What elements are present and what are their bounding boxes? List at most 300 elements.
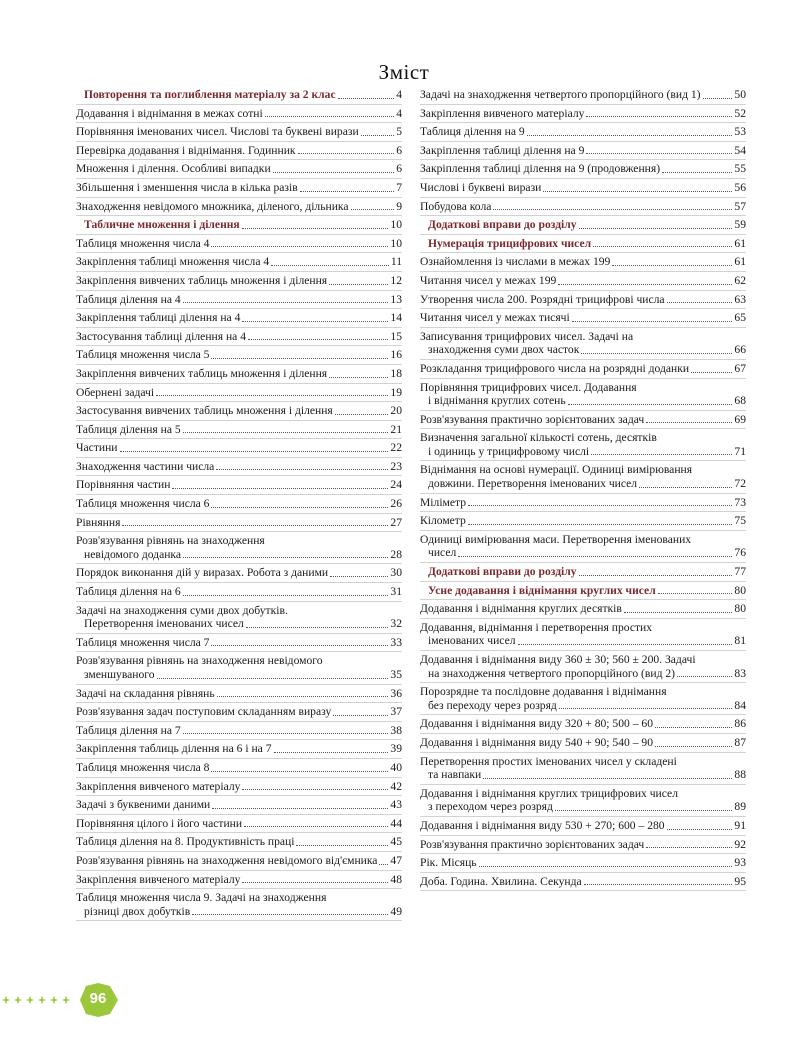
- toc-entry[interactable]: [76, 871, 402, 890]
- star-icon: [38, 996, 46, 1004]
- toc-page-number: 66: [734, 343, 746, 357]
- toc-entry[interactable]: [420, 429, 746, 461]
- dot-leader: [586, 116, 732, 117]
- toc-entry[interactable]: [76, 179, 402, 198]
- toc-entry-text: Закріплення вивченого матеріалу: [76, 872, 241, 886]
- dot-leader: [183, 302, 389, 303]
- toc-page-number: 14: [390, 311, 402, 325]
- toc-entry-text: Рівняння: [76, 515, 121, 529]
- toc-entry-text: Порозрядне та послідовне додавання і віднімання: [420, 685, 667, 699]
- star-icon: [14, 996, 22, 1004]
- toc-entry-text: Закріплення таблиці ділення на 9 (продовження): [420, 162, 661, 176]
- toc-entry-text: Ознайомлення із числами в межах 199: [420, 255, 611, 269]
- dot-leader: [584, 884, 733, 885]
- dot-leader: [248, 339, 388, 340]
- toc-page-number: 4: [396, 106, 402, 120]
- toc-entry-text-continued: довжини. Перетворення іменованих чисел: [428, 477, 638, 491]
- toc-page-number: 44: [390, 816, 402, 830]
- dot-leader: [183, 733, 389, 734]
- toc-entry[interactable]: [420, 619, 746, 651]
- toc-entry[interactable]: [76, 384, 402, 403]
- toc-entry[interactable]: [76, 328, 402, 347]
- toc-entry[interactable]: [420, 854, 746, 873]
- toc-entry[interactable]: [420, 411, 746, 430]
- dot-leader: [265, 116, 395, 117]
- toc-page-number: 15: [390, 329, 402, 343]
- toc-page-number: 9: [396, 199, 402, 213]
- toc-entry[interactable]: [76, 458, 402, 477]
- toc-page-number: 61: [734, 236, 746, 250]
- dot-leader: [579, 575, 733, 576]
- toc-entry-text: Перевірка додавання і віднімання. Годинник: [76, 143, 296, 157]
- toc-page-number: 20: [390, 404, 402, 418]
- dot-leader: [329, 377, 388, 378]
- toc-entry-text: Розв'язування задач поступовим складанням виразу: [76, 705, 332, 719]
- dot-leader: [646, 422, 732, 423]
- dot-leader: [211, 246, 388, 247]
- toc-page-number: 43: [390, 798, 402, 812]
- toc-page-number: 10: [390, 218, 402, 232]
- toc-entry[interactable]: [420, 253, 746, 272]
- dot-leader: [624, 612, 733, 613]
- toc-entry-text: Закріплення таблиць ділення на 6 і на 7: [76, 742, 272, 756]
- toc-page-number: 68: [734, 394, 746, 408]
- toc-page-number: 63: [734, 292, 746, 306]
- toc-entry[interactable]: [420, 179, 746, 198]
- toc-entry[interactable]: [76, 198, 402, 217]
- toc-entry-text: Розв'язування практично зорієнтованих задач: [420, 837, 645, 851]
- dot-leader: [572, 321, 733, 322]
- toc-entry[interactable]: [76, 495, 402, 514]
- dot-leader: [216, 469, 388, 470]
- toc-entry-text: Порядок виконання дій у виразах. Робота з даними: [76, 566, 329, 580]
- toc-entry-text-continued: і віднімання круглих сотень: [428, 394, 566, 408]
- toc-page-number: 48: [390, 872, 402, 886]
- toc-page-number: 23: [390, 459, 402, 473]
- toc-entry-text: Доба. Година. Хвилина. Секунда: [420, 874, 582, 888]
- toc-entry[interactable]: [76, 852, 402, 871]
- toc-page-number: 92: [734, 837, 746, 851]
- toc-entry[interactable]: [76, 123, 402, 142]
- toc-entry-text-continued: з переходом через розряд: [428, 800, 553, 814]
- toc-page-number: 95: [734, 874, 746, 888]
- toc-entry[interactable]: [76, 740, 402, 759]
- toc-page-number: 27: [390, 515, 402, 529]
- dot-leader: [120, 451, 389, 452]
- toc-page-number: 75: [734, 514, 746, 528]
- toc-page-number: 89: [734, 800, 746, 814]
- toc-entry[interactable]: [76, 235, 402, 254]
- toc-entry-text: Порівняння частин: [76, 478, 171, 492]
- toc-entry[interactable]: [76, 722, 402, 741]
- toc-page-number: 72: [734, 477, 746, 491]
- toc-entry-text-continued: різниці двох добутків: [84, 904, 191, 918]
- toc-entry[interactable]: [76, 759, 402, 778]
- toc-entry[interactable]: [76, 421, 402, 440]
- toc-page-number: 10: [390, 236, 402, 250]
- toc-page-number: 84: [734, 698, 746, 712]
- toc-entry[interactable]: [420, 651, 746, 683]
- toc-entry-text: Закріплення вивченого матеріалу: [76, 779, 241, 793]
- toc-entry-text: Додавання і віднімання круглих трицифрових чисел: [420, 786, 678, 800]
- toc-page-number: 24: [390, 478, 402, 492]
- toc-entry[interactable]: [76, 564, 402, 583]
- toc-entry[interactable]: [76, 815, 402, 834]
- toc-page-number: 56: [734, 180, 746, 194]
- toc-entry[interactable]: [76, 703, 402, 722]
- toc-entry-text: Визначення загальної кількості сотень, десятків: [420, 431, 657, 445]
- dot-leader: [246, 627, 389, 628]
- toc-entry-text: Таблиця множення числа 8: [76, 760, 210, 774]
- toc-page-number: 19: [390, 385, 402, 399]
- toc-entry[interactable]: [76, 514, 402, 533]
- dot-leader: [156, 395, 388, 396]
- star-icon: [62, 996, 70, 1004]
- toc-entry-text: Кілометр: [420, 514, 466, 528]
- toc-page-number: 47: [390, 853, 402, 867]
- dot-leader: [646, 847, 732, 848]
- toc-entry[interactable]: [420, 753, 746, 785]
- toc-page-number: 21: [390, 422, 402, 436]
- toc-entry-text: Таблиця ділення на 4: [76, 292, 181, 306]
- toc-entry-text: Таблиця множення числа 7: [76, 635, 210, 649]
- toc-page-number: 71: [734, 444, 746, 458]
- dot-leader: [183, 557, 388, 558]
- dot-leader: [242, 882, 388, 883]
- toc-page-number: 36: [390, 686, 402, 700]
- dot-leader: [333, 715, 388, 716]
- toc-page-number: 57: [734, 199, 746, 213]
- toc-entry-text: Міліметр: [420, 495, 467, 509]
- toc-entry[interactable]: [420, 379, 746, 411]
- dot-leader: [667, 829, 733, 830]
- toc-page-number: 53: [734, 125, 746, 139]
- toc-entry-text: Додавання і віднімання виду 530 + 270; 600 – 280: [420, 818, 665, 832]
- toc-entry[interactable]: [420, 309, 746, 328]
- toc-entry[interactable]: [420, 160, 746, 179]
- toc-entry-text: Застосування таблиці ділення на 4: [76, 329, 247, 343]
- toc-entry-text: Задачі на знаходження суми двох добутків.: [76, 603, 288, 617]
- toc-entry-text: Читання чисел у межах тисячі: [420, 311, 570, 325]
- toc-entry[interactable]: [76, 253, 402, 272]
- dot-leader: [242, 321, 388, 322]
- toc-entry-text: Табличне множення і ділення: [84, 218, 240, 232]
- toc-entry-text: Таблиця ділення на 9: [420, 125, 525, 139]
- toc-entry-text: Задачі на знаходження четвертого пропорційного (вид 1): [420, 88, 701, 101]
- toc-page-number: 35: [390, 668, 402, 681]
- toc-entry[interactable]: [76, 796, 402, 815]
- dot-leader: [543, 191, 732, 192]
- toc-entry-text: Читання чисел у межах 199: [420, 273, 557, 287]
- toc-entry-text-continued: та навпаки: [428, 768, 482, 782]
- toc-entry[interactable]: [76, 532, 402, 564]
- dot-leader: [639, 487, 732, 488]
- toc-page-number: 18: [390, 366, 402, 380]
- dot-leader: [493, 209, 732, 210]
- toc-entry[interactable]: [420, 123, 746, 142]
- toc-page-number: 80: [734, 602, 746, 616]
- toc-entry[interactable]: [76, 365, 402, 384]
- toc-section-heading[interactable]: [420, 563, 746, 582]
- toc-entry[interactable]: [420, 291, 746, 310]
- toc-section-heading[interactable]: [76, 216, 402, 235]
- dot-leader: [273, 172, 395, 173]
- toc-entry-text: Розв'язування практично зорієнтованих задач: [420, 412, 645, 426]
- dot-leader: [479, 866, 733, 867]
- toc-page-number: 30: [390, 566, 402, 580]
- toc-entry-text: Утворення числа 200. Розрядні трицифрові числа: [420, 292, 665, 306]
- toc-right-column: [420, 86, 746, 891]
- toc-entry[interactable]: [76, 634, 402, 653]
- star-icon: [2, 996, 10, 1004]
- toc-entry[interactable]: [420, 531, 746, 563]
- dot-leader: [300, 191, 395, 192]
- toc-page-number: 11: [390, 255, 402, 269]
- toc-entry-text: Додавання і віднімання в межах сотні: [76, 106, 263, 120]
- toc-entry-text: Збільшення і зменшення числа в кілька разів: [76, 180, 298, 194]
- toc-entry[interactable]: [420, 600, 746, 619]
- toc-entry-text: Побудова кола: [420, 199, 492, 213]
- toc-section-heading[interactable]: [420, 235, 746, 254]
- star-icon: [50, 996, 58, 1004]
- dot-leader: [361, 135, 395, 136]
- toc-entry[interactable]: [420, 715, 746, 734]
- toc-entry-text: Рік. Місяць: [420, 856, 477, 870]
- dot-leader: [172, 488, 388, 489]
- toc-entry-text: Перетворення простих іменованих чисел у складені: [420, 754, 677, 768]
- toc-page-number: 52: [734, 106, 746, 120]
- toc-entry-text: Таблиця ділення на 7: [76, 723, 181, 737]
- toc-entry[interactable]: [420, 86, 746, 105]
- dot-leader: [579, 228, 733, 229]
- toc-page-number: 42: [390, 779, 402, 793]
- toc-entry-text: Одиниці вимірювання маси. Перетворення іменованих: [420, 532, 692, 546]
- toc-entry[interactable]: [76, 439, 402, 458]
- toc-entry-text-continued: чисел: [428, 546, 457, 560]
- toc-entry[interactable]: [420, 360, 746, 379]
- toc-entry[interactable]: [420, 328, 746, 360]
- toc-entry-text: Закріплення таблиці ділення на 9: [420, 143, 585, 157]
- toc-page-number: 6: [396, 143, 402, 157]
- toc-entry-text: Розкладання трицифрового числа на розрядні доданки: [420, 361, 690, 375]
- toc-entry[interactable]: [420, 873, 746, 892]
- toc-entry[interactable]: [76, 685, 402, 704]
- dot-leader: [298, 153, 395, 154]
- toc-entry[interactable]: [76, 778, 402, 797]
- toc-page-number: 38: [390, 723, 402, 737]
- dot-leader: [211, 358, 388, 359]
- page-title: Зміст: [378, 60, 430, 84]
- toc-entry[interactable]: [420, 836, 746, 855]
- toc-entry[interactable]: [76, 142, 402, 161]
- toc-entry-text: Таблиця ділення на 5: [76, 422, 181, 436]
- toc-section-heading[interactable]: [420, 216, 746, 235]
- toc-page-number: 65: [734, 311, 746, 325]
- toc-page-number: 69: [734, 412, 746, 426]
- dot-leader: [330, 576, 388, 577]
- toc-entry[interactable]: [420, 105, 746, 124]
- dot-leader: [591, 454, 732, 455]
- star-icon: [26, 996, 34, 1004]
- dot-leader: [691, 372, 732, 373]
- toc-entry-text-continued: на знаходження четвертого пропорційного (вид 2): [428, 666, 676, 680]
- toc-entry[interactable]: [420, 198, 746, 217]
- toc-page-number: 37: [390, 705, 402, 719]
- toc-page-number: 50: [734, 88, 746, 101]
- toc-entry[interactable]: [76, 272, 402, 291]
- dot-leader: [244, 826, 388, 827]
- dot-leader: [122, 525, 388, 526]
- toc-entry[interactable]: [76, 346, 402, 365]
- dot-leader: [586, 153, 732, 154]
- toc-entry[interactable]: [420, 272, 746, 291]
- toc-page-number: 73: [734, 495, 746, 509]
- toc-page-number: 77: [734, 565, 746, 579]
- toc-page-number: 6: [396, 162, 402, 176]
- toc-page-number: 59: [734, 218, 746, 232]
- dot-leader: [559, 708, 733, 709]
- dot-leader: [211, 645, 388, 646]
- toc-entry-text: Множення і ділення. Особливі випадки: [76, 162, 271, 176]
- toc-entry-text: Віднімання на основі нумерації. Одиниці вимірювання: [420, 463, 693, 477]
- toc-entry[interactable]: [76, 402, 402, 421]
- dot-leader: [192, 914, 388, 915]
- toc-entry[interactable]: [76, 583, 402, 602]
- toc-page-number: 16: [390, 348, 402, 362]
- dot-leader: [335, 414, 389, 415]
- toc-entry-text: Порівняння трицифрових чисел. Додавання: [420, 380, 637, 394]
- dot-leader: [558, 284, 732, 285]
- toc-entry-text: Таблиця множення числа 9. Задачі на знаходження: [76, 891, 327, 905]
- toc-page-number: 54: [734, 143, 746, 157]
- toc-entry-text: Частини: [76, 441, 118, 455]
- toc-page-number: 80: [734, 583, 746, 597]
- dot-leader: [217, 696, 389, 697]
- toc-page-number: 12: [390, 273, 402, 287]
- toc-page-number: 4: [396, 88, 402, 101]
- toc-entry[interactable]: [76, 602, 402, 634]
- toc-entry[interactable]: [420, 734, 746, 753]
- toc-entry-text: Додаткові вправи до розділу: [428, 218, 577, 232]
- toc-entry[interactable]: [420, 817, 746, 836]
- toc-entry-text: Додаткові вправи до розділу: [428, 565, 577, 579]
- toc-entry[interactable]: [76, 160, 402, 179]
- toc-entry[interactable]: [76, 291, 402, 310]
- toc-page-number: 55: [734, 162, 746, 176]
- toc-entry-text: Додавання і віднімання круглих десятків: [420, 602, 622, 616]
- dot-leader: [655, 746, 732, 747]
- toc-entry-text: Додавання і віднімання виду 360 ± 30; 560 ± 200. Задачі: [420, 653, 696, 666]
- toc-entry[interactable]: [420, 461, 746, 493]
- toc-section-heading[interactable]: [76, 86, 402, 105]
- toc-entry-text: Розв'язування рівнянь на знаходження невідомого від'ємника: [76, 853, 378, 867]
- toc-page-number: 61: [734, 255, 746, 269]
- toc-entry-text-continued: без переходу через розряд: [428, 698, 557, 712]
- toc-entry-text: Обернені задачі: [76, 385, 155, 399]
- dot-leader: [667, 302, 733, 303]
- dot-leader: [703, 98, 733, 99]
- toc-page-number: 91: [734, 818, 746, 832]
- toc-page-number: 28: [390, 547, 402, 561]
- toc-entry-text: Закріплення вивченого матеріалу: [420, 106, 585, 120]
- toc-page-number: 32: [390, 617, 402, 631]
- toc-entry-text: Таблиця множення числа 4: [76, 236, 210, 250]
- dot-leader: [183, 595, 389, 596]
- toc-entry-text: Знаходження частини числа: [76, 459, 215, 473]
- dot-leader: [593, 246, 732, 247]
- dot-leader: [555, 810, 733, 811]
- toc-entry[interactable]: [420, 512, 746, 531]
- toc-entry-text: Закріплення таблиці ділення на 4: [76, 311, 241, 325]
- toc-entry-text: Записування трицифрових чисел. Задачі на: [420, 329, 634, 343]
- toc-entry[interactable]: [76, 105, 402, 124]
- toc-entry-text: Розв'язування рівнянь на знаходження невідомого: [76, 654, 323, 668]
- toc-page-number: 26: [390, 497, 402, 511]
- toc-entry-text: Порівняння цілого і його частини: [76, 816, 243, 830]
- dot-leader: [655, 727, 732, 728]
- toc-page-number: 49: [390, 904, 402, 918]
- toc-entry-text: Таблиця множення числа 5: [76, 348, 210, 362]
- toc-entry[interactable]: [76, 476, 402, 495]
- dot-leader: [568, 404, 733, 405]
- toc-entry-text: Порівняння іменованих чисел. Числові та буквені вирази: [76, 125, 359, 139]
- toc-entry[interactable]: [420, 142, 746, 161]
- toc-section-heading[interactable]: [420, 582, 746, 601]
- dot-leader: [581, 353, 732, 354]
- toc-page-number: 13: [390, 292, 402, 306]
- toc-page-number: 81: [734, 634, 746, 648]
- toc-entry[interactable]: [76, 833, 402, 852]
- dot-leader: [483, 778, 732, 779]
- toc-entry-text: Застосування вивчених таблиць множення і ділення: [76, 404, 333, 418]
- toc-entry-text: Усне додавання і віднімання круглих чисел: [428, 583, 656, 597]
- toc-entry-text: Додавання і віднімання виду 540 + 90; 540 – 90: [420, 735, 653, 749]
- dot-leader: [662, 172, 732, 173]
- dot-leader: [379, 864, 388, 865]
- toc-entry[interactable]: [76, 309, 402, 328]
- toc-page-number: 76: [734, 546, 746, 560]
- toc-entry-text-continued: зменшуваного: [84, 668, 155, 681]
- dot-leader: [211, 771, 388, 772]
- dot-leader: [157, 678, 389, 679]
- toc-page-number: 33: [390, 635, 402, 649]
- toc-entry-text: Таблиця ділення на 6: [76, 585, 181, 599]
- toc-page-number: 7: [396, 180, 402, 194]
- toc-page-number: 39: [390, 742, 402, 756]
- dot-leader: [183, 432, 389, 433]
- dot-leader: [468, 524, 733, 525]
- dot-leader: [677, 676, 732, 677]
- dot-leader: [458, 556, 732, 557]
- toc-page-number: 87: [734, 735, 746, 749]
- toc-page-number: 67: [734, 361, 746, 375]
- toc-entry-text-continued: і одиниць у трицифровому числі: [428, 444, 590, 458]
- toc-page-number: 22: [390, 441, 402, 455]
- dot-leader: [274, 752, 389, 753]
- toc-entry-text-continued: Перетворення іменованих чисел: [84, 617, 244, 631]
- toc-entry[interactable]: [76, 652, 402, 684]
- toc-entry[interactable]: [76, 889, 402, 921]
- toc-entry[interactable]: [420, 494, 746, 513]
- toc-entry[interactable]: [420, 785, 746, 817]
- toc-page-number: 86: [734, 717, 746, 731]
- toc-page-number: 40: [390, 760, 402, 774]
- star-row-icon: [2, 996, 70, 1004]
- dot-leader: [242, 228, 389, 229]
- toc-entry-text-continued: іменованих чисел: [428, 634, 516, 648]
- toc-entry[interactable]: [420, 683, 746, 715]
- toc-entry-text: Таблиця множення числа 6: [76, 497, 210, 511]
